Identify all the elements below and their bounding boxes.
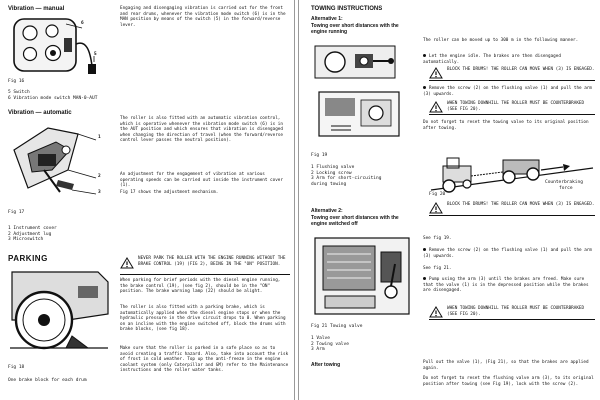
towing-warning-3: BLOCK THE DRUMS! THE ROLLER CAN MOVE WHEN (3) IS ENGAGED. [447, 202, 595, 207]
fig21-legend-item: 1 Valve [311, 336, 330, 341]
heading-vibration-automatic: Vibration — automatic [8, 110, 72, 116]
towing-bullet-2 [423, 86, 595, 97]
fig16-callout-6: 6 [81, 21, 84, 26]
after-towing-p1: Pull out the valve (1), (Fig 21), so that the brakes are applied again. [423, 360, 592, 371]
fig17-legend-item: 1 Instrument cover [8, 226, 57, 231]
fig19-legend-item: 2 Locking screw [311, 170, 352, 176]
fig19-legend-item: 3 Arm for short-circuiting [311, 176, 382, 181]
towing-warning-4: WHEN TOWING DOWNHILL THE ROLLER MUST BE COUNTERBRAKED (SEE FIG 20). [447, 306, 587, 317]
towing-bullet-4-text: Pump using the arm (3) until the brakes are freed. Make sure that the valve (1) is in the depressed position while the brakes are disengaged. [423, 277, 592, 294]
fig21-label: Fig 21 Towing valve [311, 324, 363, 329]
heading-after-towing: After towing [311, 362, 341, 368]
right-page [298, 0, 600, 400]
alt1-subheading: Towing over short distances with the engine running [311, 23, 399, 35]
fig17-legend-item: 3 Microswitch [8, 237, 44, 242]
towing-bullet-1-text: Let the engine idle. The brakes are then disengaged automatically. [423, 54, 564, 65]
fig17-legend [8, 226, 118, 243]
towing-intro: The roller can be moved up to 300 m in the following manner. [423, 38, 579, 43]
heading-parking: PARKING [8, 254, 48, 263]
fig16-legend [8, 90, 118, 101]
towing-bullet-4 [423, 277, 595, 294]
fig16-illustration [8, 16, 100, 76]
parking-warning: NEVER PARK THE ROLLER WITH THE ENGINE RUNNING WITHOUT THE BRAKE CONTROL (19) (FIG 2), BEING IN THE "ON" POSITION. [138, 256, 289, 267]
see-fig-19: See fig 19. [423, 236, 452, 241]
fig17-callout-3: 3 [98, 190, 101, 195]
fig16-legend-item: 6 Vibration mode switch MAN-0-AUT [8, 95, 98, 101]
vib-auto-body-2: An adjustment for the engagement of vibration at various operating speeds can be carried out inside the instrument cover (1). [120, 172, 286, 189]
fig17-label: Fig 17 [8, 210, 25, 215]
heading-vibration-manual: Vibration — manual [8, 6, 65, 12]
fig19-legend-item: 1 Flushing valve [311, 165, 355, 170]
alt2-subheading: Towing over short distances with the engine switched off [311, 215, 399, 227]
fig18-illustration [8, 266, 114, 356]
towing-bullet-1 [423, 54, 595, 65]
fig21-legend-item: 2 Towing valve [311, 341, 349, 347]
see-fig-21: See fig 21. [423, 266, 452, 271]
fig17-illustration [8, 120, 106, 202]
towing-bullet-2-text: Remove the screw (2) on the flushing valve (1) and pull the arm (3) upwards. [423, 86, 595, 97]
vib-auto-body-3: Fig 17 shows the adjustment mechanism. [120, 190, 219, 195]
fig21-legend [311, 336, 411, 353]
warning-icon [429, 306, 443, 318]
bullet-icon [423, 86, 426, 89]
fig19-label: Fig 19 [311, 153, 328, 158]
heading-towing-instructions: TOWING INSTRUCTIONS [311, 6, 383, 12]
fig18-label: Fig 18 [8, 365, 25, 370]
towing-bullet-3-text: Remove the screw (2) on the flushing valve (1) and pull the arm (3) upwards. [423, 248, 595, 259]
counterbraking-label: Counterbraking [545, 180, 583, 185]
warning-icon [120, 257, 134, 269]
fig16-callout-5: 5 [94, 52, 97, 57]
fig19-illustration [311, 40, 411, 140]
warning-icon [429, 67, 443, 79]
towing-reset-note: Do not forget to reset the towing valve to its original position after towing. [423, 120, 592, 131]
vib-auto-body: The roller is also fitted with an automatic vibration control, which is operative whenever the vibration mode switch (6) is in the AUT position and which ensures that vibration is disengaged when changing the direction of travel (when the forward/reverse control lever passes the neutral position). [120, 116, 286, 144]
fig20-label: Fig 20 [429, 192, 446, 197]
fig16-legend-item: 5 Switch [8, 90, 30, 95]
warning-underline [429, 319, 595, 320]
heading-alternative-1: Alternative 1: [311, 16, 343, 22]
fig18-caption: One brake block for each drum [8, 378, 87, 383]
vib-manual-body: Engaging and disengaging vibration is carried out for the front and rear drums, whenever the vibration mode switch (6) is in the MAN position by means of the switch (5) in the forward/reverse lever. [120, 6, 289, 28]
heading-alternative-2: Alternative 2: [311, 208, 343, 214]
parking-body-2: The roller is also fitted with a parking brake, which is automatically applied when the diesel engine stops or when the hydraulic pressure in the drive circuit drops to 0. When parking on an incline with the engine switched off, block the drums with brake blocks, (see fig 18). [120, 305, 289, 333]
warning-underline [429, 215, 595, 216]
fig17-callout-2: 2 [98, 174, 101, 179]
towing-warning-2: WHEN TOWING DOWNHILL THE ROLLER MUST BE COUNTERBRAKED (SEE FIG 20). [447, 101, 587, 112]
force-label: force [559, 186, 573, 191]
bullet-icon [423, 54, 426, 57]
towing-warning-1: BLOCK THE DRUMS! THE ROLLER CAN MOVE WHEN (3) IS ENGAGED. [447, 67, 595, 72]
bullet-icon [423, 277, 426, 280]
fig21-legend-item: 3 Arm [311, 347, 325, 352]
fig19-legend [311, 165, 421, 187]
warning-underline [120, 274, 290, 275]
fig21-illustration [311, 234, 415, 320]
fig16-label: Fig 16 [8, 79, 25, 84]
warning-underline [429, 114, 595, 115]
warning-underline [429, 80, 595, 81]
fig17-legend-item: 2 Adjustment lug [8, 231, 52, 237]
parking-body-1: When parking for brief periods with the diesel engine running, the brake control (19), (see fig 2), should be in the "ON" position. The brake warning lamp (22) should be alight. [120, 278, 283, 295]
after-towing-p2: Do not forget to reset the flushing valve arm (3), to its original position after towing (see Fig 19), lock with the screw (2). [423, 376, 597, 387]
fig19-legend-item: during towing [311, 181, 347, 187]
left-page [0, 0, 295, 400]
bullet-icon [423, 248, 426, 251]
fig17-callout-1: 1 [98, 135, 101, 140]
towing-bullet-3 [423, 248, 595, 259]
warning-icon [429, 101, 443, 113]
parking-body-3: Make sure that the roller is parked in a safe place so as to avoid creating a traffic hazard. Also, take into account the risk of frost in cold weather. Top up the anti-freeze in the engine coolant system (only Caterpillar and GM) refer to the Maintenance instructions and the roller water tanks. [120, 346, 291, 374]
warning-icon [429, 202, 443, 214]
